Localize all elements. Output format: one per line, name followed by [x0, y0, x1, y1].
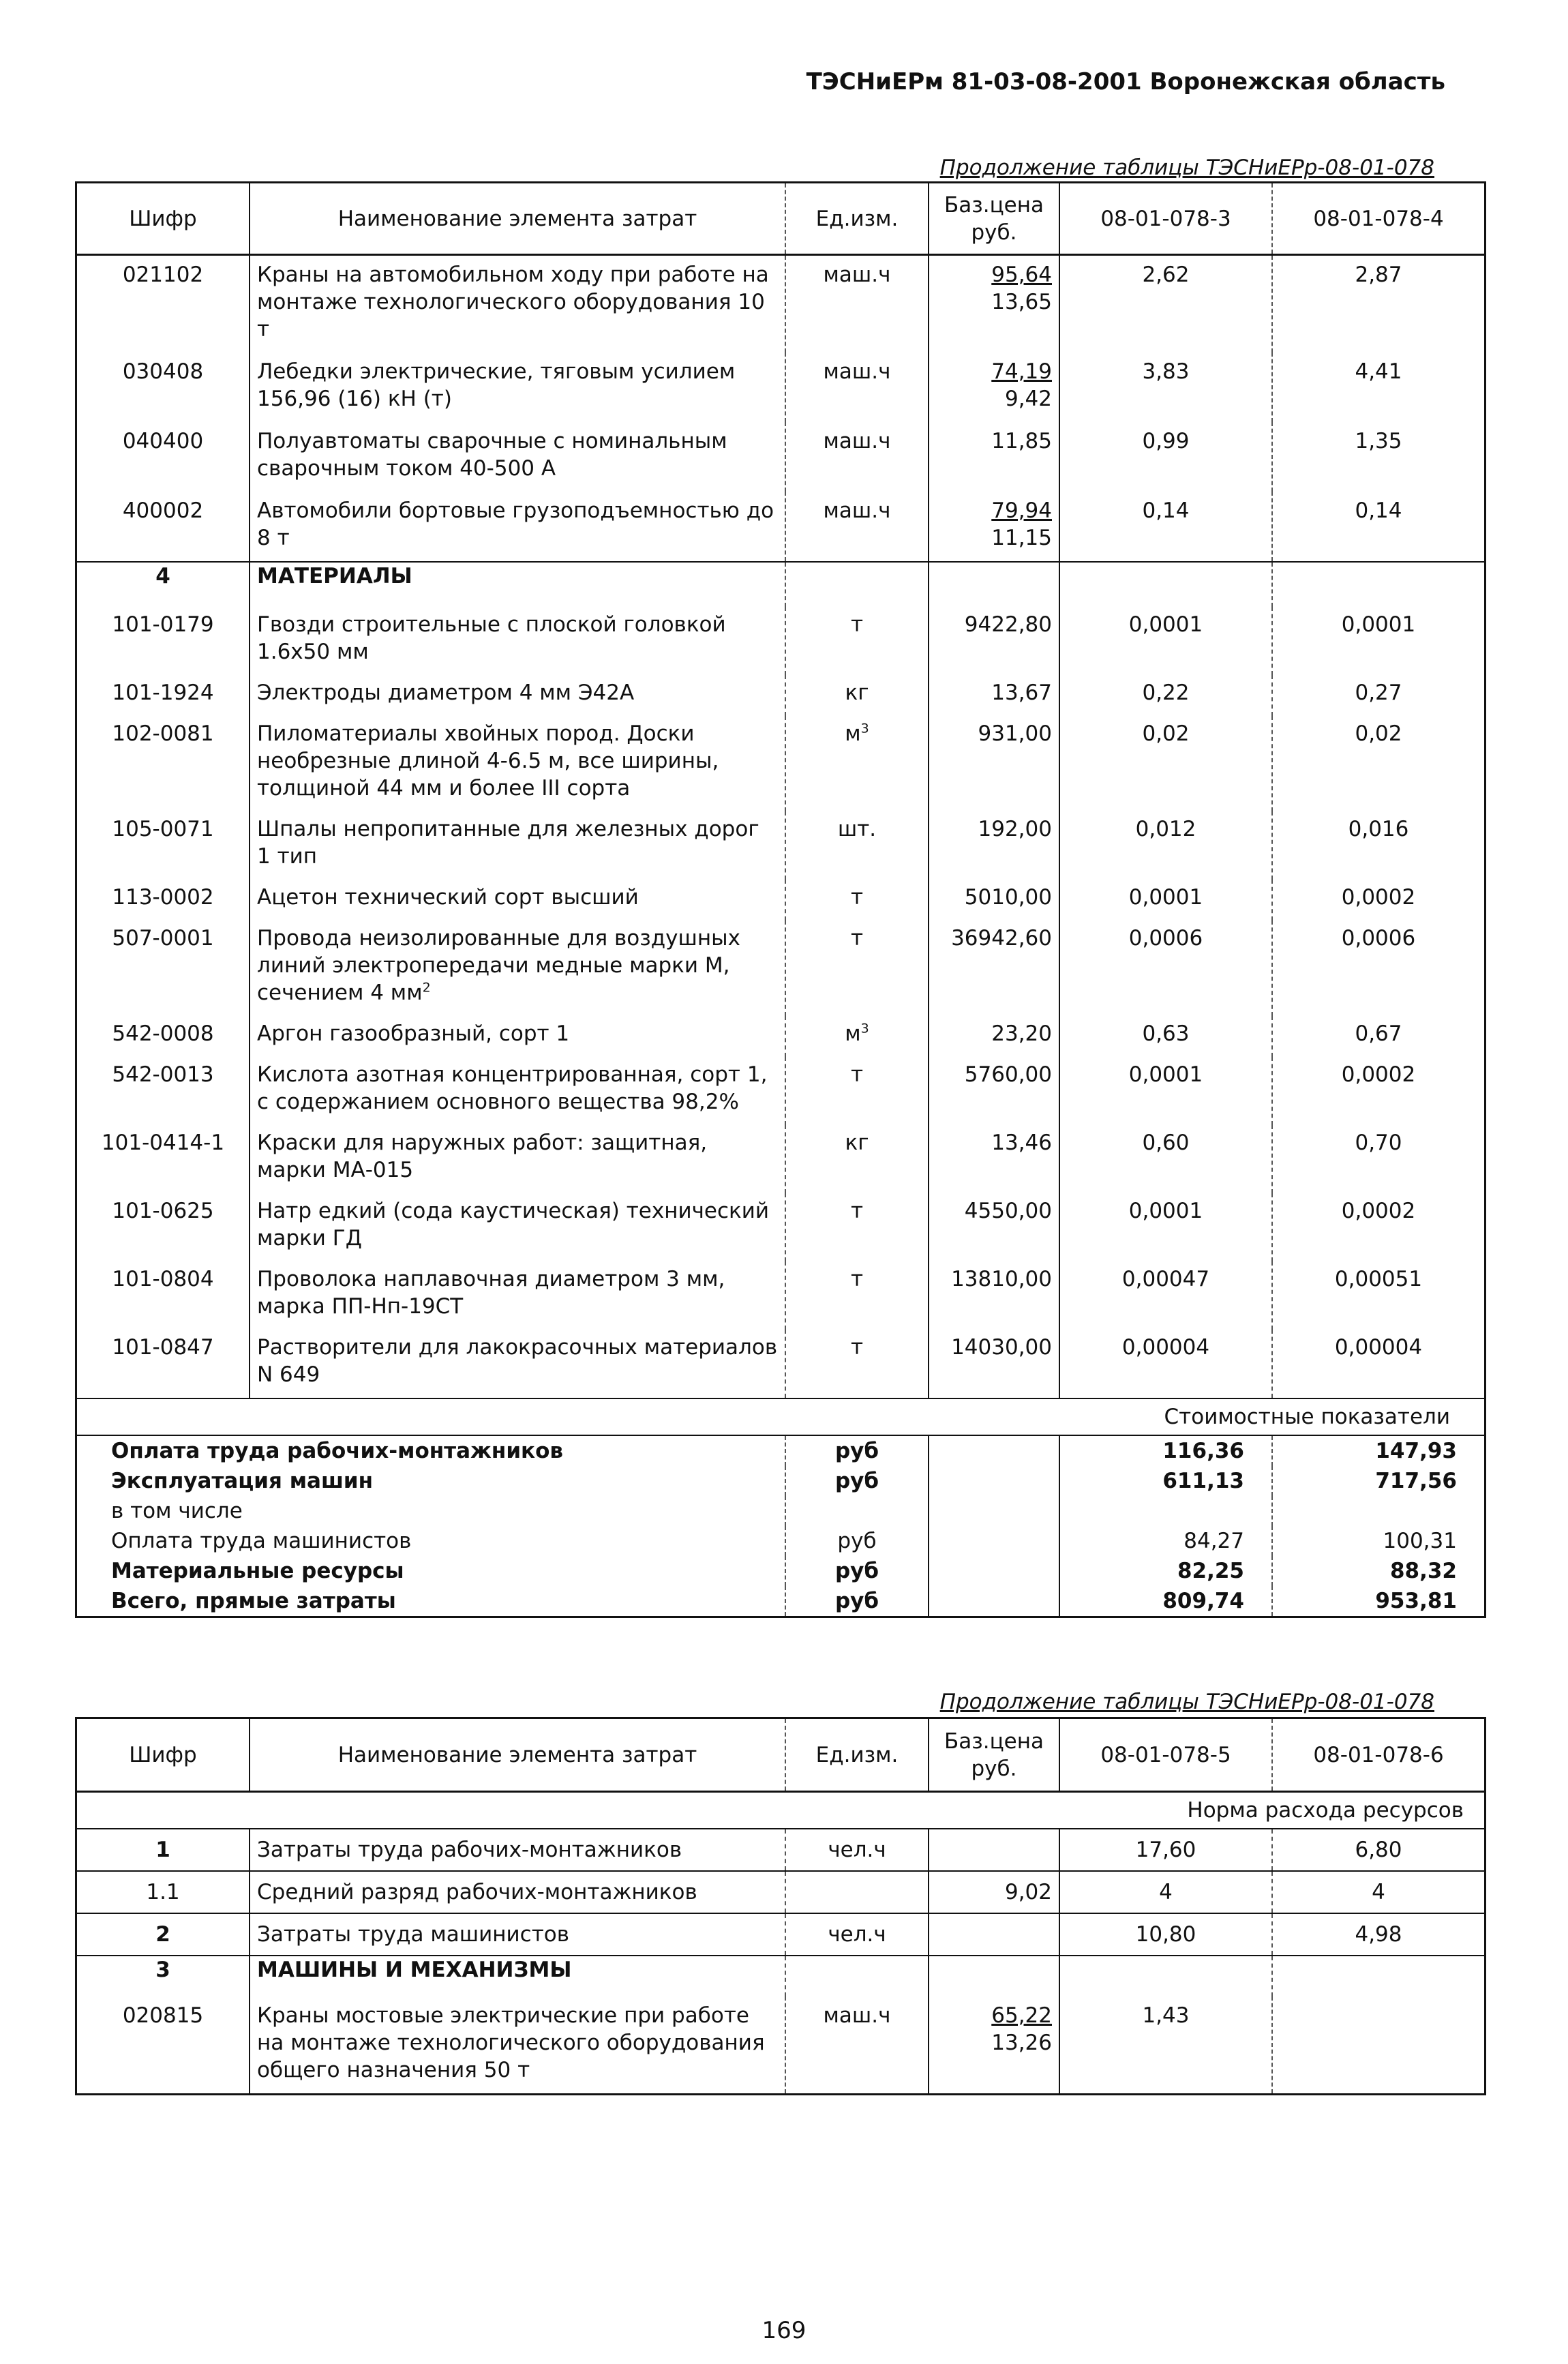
- row-value-2: 0,016: [1272, 811, 1486, 880]
- row-name: [250, 880, 785, 921]
- col-header-code: Шифр: [76, 183, 250, 255]
- col-header-price: Баз.цена руб.: [929, 183, 1059, 255]
- table-row: [76, 1913, 1486, 1956]
- row-name-text: Шпалы непропитанные для железных дорог 1 тип: [257, 817, 759, 869]
- summary-unit: руб: [785, 1526, 929, 1556]
- table-continuation-label: Продолжение таблицы ТЭСНиЕРр-08-01-078: [939, 155, 1434, 180]
- row-value-1: 4: [1059, 1871, 1272, 1913]
- col-header-variant-2: 08-01-078-6: [1272, 1718, 1486, 1792]
- row-code: 040400: [76, 422, 250, 492]
- row-value-2: 0,0001: [1272, 607, 1486, 675]
- row-price: 5010,00: [929, 880, 1059, 921]
- row-value-2: 0,0002: [1272, 880, 1486, 921]
- col-header-code: Шифр: [76, 1718, 250, 1792]
- row-unit: [785, 1125, 929, 1193]
- table-header-row: [76, 183, 1486, 255]
- row-unit-text: т: [850, 926, 864, 951]
- section-code: 4: [76, 562, 250, 607]
- price-stack: [991, 261, 1052, 316]
- row-code: 101-0414-1: [76, 1125, 250, 1193]
- row-unit: маш.ч: [785, 492, 929, 562]
- row-name-text: Ацетон технический сорт высший: [257, 885, 639, 910]
- row-name: [250, 675, 785, 716]
- row-name-text: Пиломатериалы хвойных пород. Доски необрезные длиной 4-6.5 м, все ширины, толщиной 44 мм и более III сорта: [257, 721, 719, 801]
- resource-table-1: [75, 181, 1486, 1618]
- row-unit: [785, 716, 929, 811]
- summary-rows: [76, 1435, 1486, 1617]
- row-value-1: 0,60: [1059, 1125, 1272, 1193]
- summary-value-1: 84,27: [1059, 1526, 1272, 1556]
- row-value-1: 0,0001: [1059, 880, 1272, 921]
- row-value-2: 4: [1272, 1871, 1486, 1913]
- row-price: 5760,00: [929, 1057, 1059, 1125]
- row-unit: [785, 1871, 929, 1913]
- row-value-2: 0,0002: [1272, 1057, 1486, 1125]
- summary-value-2: 717,56: [1272, 1466, 1486, 1496]
- row-unit-text: м: [845, 721, 861, 746]
- summary-value-1: 82,25: [1059, 1556, 1272, 1586]
- resource-table-2: [75, 1717, 1486, 2095]
- row-name: [250, 1330, 785, 1398]
- row-unit: [785, 811, 929, 880]
- row-code: 102-0081: [76, 716, 250, 811]
- col-header-unit: Ед.изм.: [785, 183, 929, 255]
- table-row: [76, 1829, 1486, 1871]
- summary-price: [929, 1556, 1059, 1586]
- summary-label: Всего, прямые затраты: [76, 1586, 786, 1617]
- row-code: 020815: [76, 1996, 250, 2095]
- row-name: [250, 716, 785, 811]
- row-unit: [785, 675, 929, 716]
- row-value-1: 1,43: [1059, 1996, 1272, 2095]
- row-price: [929, 1913, 1059, 1956]
- section-title: МАШИНЫ И МЕХАНИЗМЫ: [250, 1956, 785, 1996]
- row-name-text: Натр едкий (сода каустическая) технический марки ГД: [257, 1199, 770, 1251]
- price-stack: [991, 497, 1052, 552]
- row-value-1: 2,62: [1059, 255, 1272, 353]
- summary-price: [929, 1496, 1059, 1526]
- row-price: 9,02: [929, 1871, 1059, 1913]
- row-unit: маш.ч: [785, 1996, 929, 2095]
- row-name: [250, 811, 785, 880]
- row-name: Затраты труда машинистов: [250, 1913, 785, 1956]
- row-name-text: Растворители для лакокрасочных материалов N 649: [257, 1335, 778, 1387]
- row-unit: [785, 1016, 929, 1057]
- row-value-2: 0,0002: [1272, 1193, 1486, 1261]
- unit-superscript: 3: [860, 1021, 869, 1036]
- row-code: 1: [76, 1829, 250, 1871]
- row-unit: [785, 1193, 929, 1261]
- row-code: 2: [76, 1913, 250, 1956]
- row-price: 192,00: [929, 811, 1059, 880]
- section-row-machines: [76, 1956, 1486, 1996]
- row-value-1: 0,02: [1059, 716, 1272, 811]
- table-continuation-label-2: Продолжение таблицы ТЭСНиЕРр-08-01-078: [939, 1690, 1434, 1714]
- row-name: [250, 607, 785, 675]
- row-code: 542-0008: [76, 1016, 250, 1057]
- row-code: 021102: [76, 255, 250, 353]
- col-header-variant-1: 08-01-078-5: [1059, 1718, 1272, 1792]
- price-value: 74,19: [991, 359, 1052, 384]
- row-unit-text: т: [850, 885, 864, 910]
- row-code: 105-0071: [76, 811, 250, 880]
- summary-unit: руб: [785, 1586, 929, 1617]
- table-row: [76, 607, 1486, 675]
- row-value-1: 0,63: [1059, 1016, 1272, 1057]
- row-name: Автомобили бортовые грузоподъемностью до 8 т: [250, 492, 785, 562]
- row-value-2: 0,70: [1272, 1125, 1486, 1193]
- row-unit-text: м: [845, 1021, 861, 1046]
- row-price: [929, 1996, 1059, 2095]
- row-unit: [785, 607, 929, 675]
- summary-unit: руб: [785, 1435, 929, 1466]
- row-price: 4550,00: [929, 1193, 1059, 1261]
- row-unit: [785, 880, 929, 921]
- row-code: 542-0013: [76, 1057, 250, 1125]
- row-code: 507-0001: [76, 921, 250, 1016]
- row-price: [929, 255, 1059, 353]
- summary-row: [76, 1556, 1486, 1586]
- summary-row: [76, 1586, 1486, 1617]
- row-unit-text: т: [850, 1062, 864, 1087]
- unit-superscript: 3: [860, 721, 869, 736]
- row-unit-text: кг: [845, 680, 869, 705]
- row-price: 13810,00: [929, 1261, 1059, 1330]
- row-unit: чел.ч: [785, 1829, 929, 1871]
- summary-value-1: 116,36: [1059, 1435, 1272, 1466]
- labor-rows: [76, 1829, 1486, 1956]
- summary-unit: руб: [785, 1466, 929, 1496]
- row-code: 030408: [76, 353, 250, 422]
- row-unit-text: т: [850, 1335, 864, 1360]
- row-price: 23,20: [929, 1016, 1059, 1057]
- summary-label: Материальные ресурсы: [76, 1556, 786, 1586]
- table-row: [76, 1193, 1486, 1261]
- row-code: 400002: [76, 492, 250, 562]
- row-value-1: 10,80: [1059, 1913, 1272, 1956]
- table-row: [76, 880, 1486, 921]
- row-unit: маш.ч: [785, 255, 929, 353]
- row-value-1: 0,00047: [1059, 1261, 1272, 1330]
- summary-unit: [785, 1496, 929, 1526]
- row-value-2: 0,14: [1272, 492, 1486, 562]
- summary-row: [76, 1466, 1486, 1496]
- summary-value-2: 100,31: [1272, 1526, 1486, 1556]
- row-code: 101-0179: [76, 607, 250, 675]
- row-name-text: Кислота азотная концентрированная, сорт 1, с содержанием основного вещества 98,2%: [257, 1062, 768, 1114]
- row-name: [250, 1261, 785, 1330]
- table-row: [76, 255, 1486, 353]
- row-name: Затраты труда рабочих-монтажников: [250, 1829, 785, 1871]
- row-value-2: 0,02: [1272, 716, 1486, 811]
- cost-band-label: Стоимостные показатели: [76, 1398, 1486, 1435]
- table-row: [76, 1996, 1486, 2095]
- row-name: Краны на автомобильном ходу при работе на монтаже технологического оборудования 10 т: [250, 255, 785, 353]
- price-value: 95,64: [991, 263, 1052, 287]
- section-title: МАТЕРИАЛЫ: [250, 562, 785, 607]
- table-row: [76, 1057, 1486, 1125]
- row-name: [250, 1193, 785, 1261]
- row-name: Полуавтоматы сварочные с номинальным сварочным током 40-500 А: [250, 422, 785, 492]
- summary-label: Оплата труда рабочих-монтажников: [76, 1435, 786, 1466]
- price-stack: [991, 358, 1052, 413]
- table-row: [76, 921, 1486, 1016]
- row-value-2: 4,41: [1272, 353, 1486, 422]
- row-unit: [785, 1330, 929, 1398]
- row-code: 113-0002: [76, 880, 250, 921]
- row-value-1: 0,00004: [1059, 1330, 1272, 1398]
- summary-value-1: 809,74: [1059, 1586, 1272, 1617]
- summary-row: [76, 1496, 1486, 1526]
- row-value-1: 0,0001: [1059, 1193, 1272, 1261]
- summary-row: [76, 1526, 1486, 1556]
- row-unit: [785, 1057, 929, 1125]
- table-row: [76, 1330, 1486, 1398]
- col-header-name: Наименование элемента затрат: [250, 183, 785, 255]
- row-unit-text: кг: [845, 1131, 869, 1155]
- row-value-1: 0,22: [1059, 675, 1272, 716]
- materials-rows: [76, 607, 1486, 1398]
- row-price: 13,46: [929, 1125, 1059, 1193]
- row-value-1: 3,83: [1059, 353, 1272, 422]
- page-number: 169: [762, 2317, 806, 2344]
- row-value-1: 0,012: [1059, 811, 1272, 880]
- summary-price: [929, 1526, 1059, 1556]
- row-value-2: 0,67: [1272, 1016, 1486, 1057]
- summary-label: Эксплуатация машин: [76, 1466, 786, 1496]
- row-name: Лебедки электрические, тяговым усилием 156,96 (16) кН (т): [250, 353, 785, 422]
- summary-value-1: [1059, 1496, 1272, 1526]
- row-value-1: 0,99: [1059, 422, 1272, 492]
- row-price: 9422,80: [929, 607, 1059, 675]
- norm-band-row: [76, 1792, 1486, 1829]
- row-value-2: 1,35: [1272, 422, 1486, 492]
- row-code: 101-0625: [76, 1193, 250, 1261]
- row-value-2: 0,27: [1272, 675, 1486, 716]
- summary-label: в том числе: [76, 1496, 786, 1526]
- price-wage-value: 13,65: [991, 290, 1052, 314]
- cost-band-row: [76, 1398, 1486, 1435]
- row-value-1: 0,0001: [1059, 607, 1272, 675]
- row-code: 101-0804: [76, 1261, 250, 1330]
- row-name-text: Проволока наплавочная диаметром 3 мм, марка ПП-Нп-19СТ: [257, 1267, 725, 1319]
- row-value-2: 4,98: [1272, 1913, 1486, 1956]
- section-row-materials: [76, 562, 1486, 607]
- table-row: [76, 353, 1486, 422]
- price-value: 65,22: [991, 2003, 1052, 2028]
- row-price: [929, 492, 1059, 562]
- row-name: Краны мостовые электрические при работе на монтаже технологического оборудования общего назначения 50 т: [250, 1996, 785, 2095]
- row-name-text: Гвозди строительные с плоской головкой 1.6х50 мм: [257, 612, 726, 664]
- row-name: [250, 1016, 785, 1057]
- row-unit-text: т: [850, 1267, 864, 1291]
- summary-price: [929, 1586, 1059, 1617]
- row-unit-text: шт.: [837, 817, 877, 841]
- row-value-2: 0,00051: [1272, 1261, 1486, 1330]
- row-name: [250, 921, 785, 1016]
- price-value: 79,94: [991, 498, 1052, 523]
- col-header-variant-2: 08-01-078-4: [1272, 183, 1486, 255]
- row-price: 931,00: [929, 716, 1059, 811]
- norm-band-label: Норма расхода ресурсов: [76, 1792, 1486, 1829]
- table-row: [76, 1016, 1486, 1057]
- row-unit: [785, 921, 929, 1016]
- row-value-2: [1272, 1996, 1486, 2095]
- table-row: [76, 422, 1486, 492]
- price-value: 11,85: [991, 429, 1052, 453]
- row-code: 101-0847: [76, 1330, 250, 1398]
- row-name: Средний разряд рабочих-монтажников: [250, 1871, 785, 1913]
- summary-value-1: 611,13: [1059, 1466, 1272, 1496]
- row-name-text: Аргон газообразный, сорт 1: [257, 1021, 570, 1046]
- row-value-2: 0,00004: [1272, 1330, 1486, 1398]
- summary-price: [929, 1435, 1059, 1466]
- row-unit: маш.ч: [785, 422, 929, 492]
- summary-row: [76, 1435, 1486, 1466]
- summary-unit: руб: [785, 1556, 929, 1586]
- row-name: [250, 1057, 785, 1125]
- price-wage-value: 13,26: [991, 2031, 1052, 2055]
- summary-value-2: [1272, 1496, 1486, 1526]
- row-unit: чел.ч: [785, 1913, 929, 1956]
- row-value-1: 0,14: [1059, 492, 1272, 562]
- row-price: [929, 353, 1059, 422]
- row-value-1: 0,0001: [1059, 1057, 1272, 1125]
- table-row: [76, 716, 1486, 811]
- row-unit-text: т: [850, 612, 864, 637]
- row-code: 101-1924: [76, 675, 250, 716]
- row-price: 36942,60: [929, 921, 1059, 1016]
- row-value-2: 2,87: [1272, 255, 1486, 353]
- summary-label: Оплата труда машинистов: [76, 1526, 786, 1556]
- summary-value-2: 88,32: [1272, 1556, 1486, 1586]
- row-value-2: 0,0006: [1272, 921, 1486, 1016]
- row-value-1: 17,60: [1059, 1829, 1272, 1871]
- row-price: [929, 1829, 1059, 1871]
- row-name-text: Провода неизолированные для воздушных линий электропередачи медные марки М, сечением 4 мм: [257, 926, 740, 1005]
- machines-rows: [76, 255, 1486, 563]
- row-code: 1.1: [76, 1871, 250, 1913]
- section-code: 3: [76, 1956, 250, 1996]
- table-row: [76, 1261, 1486, 1330]
- price-wage-value: 11,15: [991, 526, 1052, 550]
- row-value-2: 6,80: [1272, 1829, 1486, 1871]
- table-header-row-2: [76, 1718, 1486, 1792]
- table-row: [76, 1871, 1486, 1913]
- summary-price: [929, 1466, 1059, 1496]
- price-wage-value: 9,42: [1004, 387, 1052, 411]
- row-price: [929, 422, 1059, 492]
- machines-rows-2: [76, 1996, 1486, 2095]
- col-header-price: Баз.цена руб.: [929, 1718, 1059, 1792]
- col-header-unit: Ед.изм.: [785, 1718, 929, 1792]
- name-superscript: 2: [422, 980, 431, 996]
- row-name: [250, 1125, 785, 1193]
- summary-value-2: 147,93: [1272, 1435, 1486, 1466]
- row-name-text: Электроды диаметром 4 мм Э42А: [257, 680, 635, 705]
- row-unit-text: т: [850, 1199, 864, 1223]
- row-unit: маш.ч: [785, 353, 929, 422]
- price-stack: [991, 2002, 1052, 2056]
- table-row: [76, 492, 1486, 562]
- col-header-name: Наименование элемента затрат: [250, 1718, 785, 1792]
- price-stack: [991, 428, 1052, 455]
- table-row: [76, 675, 1486, 716]
- row-price: 13,67: [929, 675, 1059, 716]
- summary-value-2: 953,81: [1272, 1586, 1486, 1617]
- table-row: [76, 1125, 1486, 1193]
- document-header: ТЭСНиЕРм 81-03-08-2001 Воронежская область: [806, 68, 1445, 95]
- row-unit: [785, 1261, 929, 1330]
- col-header-variant-1: 08-01-078-3: [1059, 183, 1272, 255]
- table-row: [76, 811, 1486, 880]
- row-value-1: 0,0006: [1059, 921, 1272, 1016]
- row-price: 14030,00: [929, 1330, 1059, 1398]
- row-name-text: Краски для наружных работ: защитная, марки МА-015: [257, 1131, 708, 1182]
